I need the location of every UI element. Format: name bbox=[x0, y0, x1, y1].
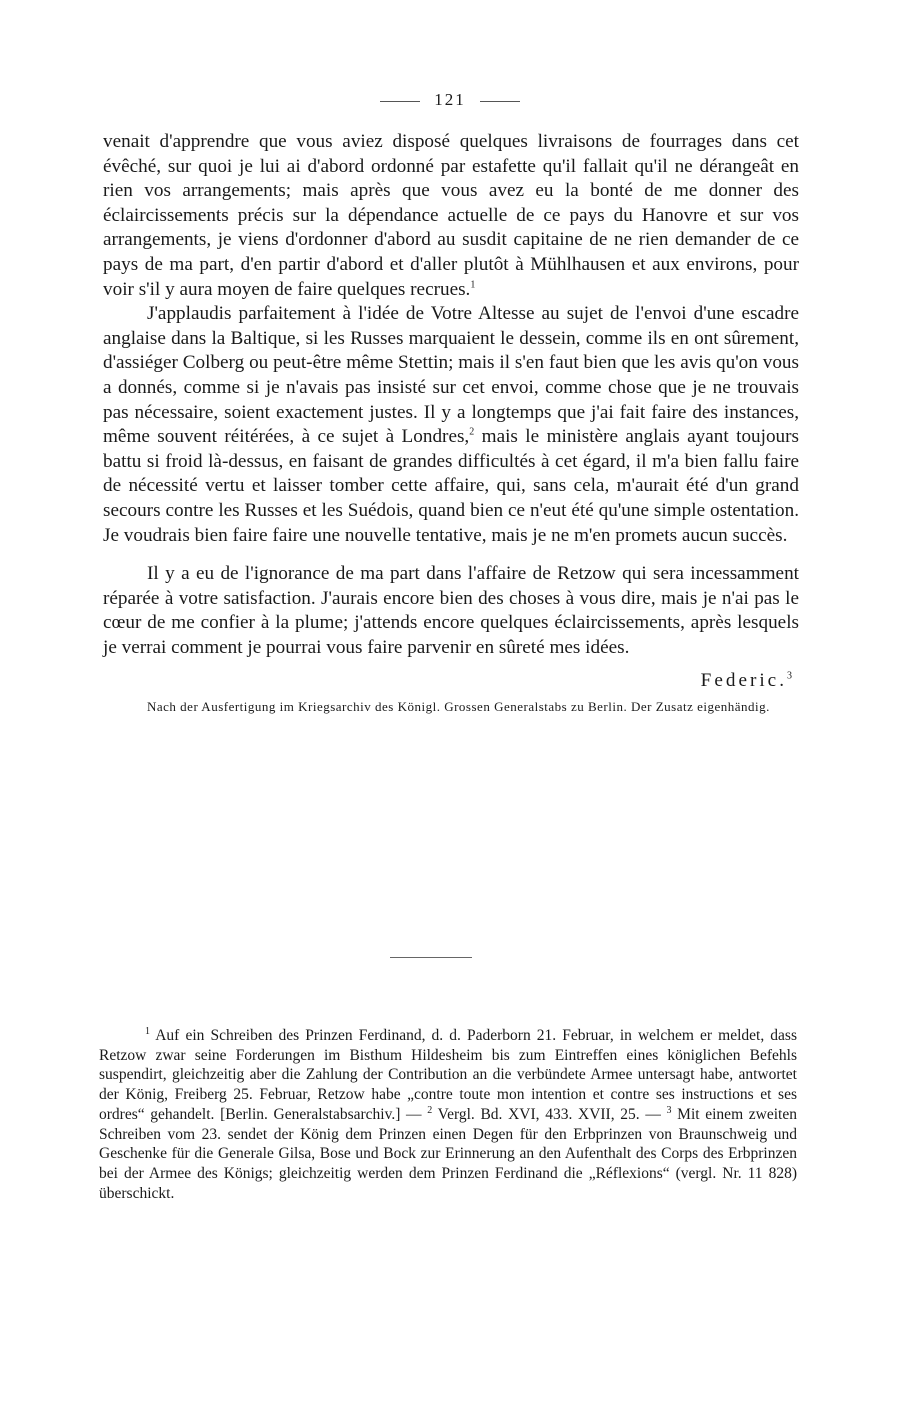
paragraph-2b-text: mais le ministère anglais ayant toujours battu si froid là-dessus, en faisant de grandes difficultés à cet égard, il m'a bien fallu faire de nécessité vertu et laisser tomber cette affaire, qui, sans cela, m'aurait été d'un grand secours contre les Russes et les Suédois, quand bien ce n'eut été qu'une simple ostentation. Je voudrais bien faire faire une nouvelle tentative, mais je ne m'en promets aucun succès. bbox=[103, 426, 800, 546]
footnote-2-text: Vergl. Bd. XVI, 433. XVII, 25. — bbox=[432, 1105, 667, 1123]
letter-body bbox=[103, 130, 799, 714]
paragraph-1-text: venait d'apprendre que vous aviez disposé quelques livraisons de fourrages dans cet évêché, sur quoi je lui ai d'abord ordonné par estafette qu'il fallait qu'il ne dérangeât en rien vos arrangements; mais après que vous avez eu la bonté de me donner des éclaircissements précis sur la dépendance actuelle de ce pays du Hanovre et sur vos arrangements, je viens d'ordonner d'abord au susdit capitaine de ne rien demander de ce pays de ma part, d'en partir d'abord et d'aller plutôt à Mühlhausen et aux environs, pour voir s'il y aura moyen de faire quelques recrues. bbox=[103, 131, 799, 300]
paragraph-2 bbox=[103, 302, 799, 548]
footnote-block bbox=[99, 1026, 797, 1203]
header-rule-left bbox=[380, 101, 420, 102]
footnote-marker-2: 2 bbox=[427, 1104, 433, 1116]
footnote-ref-2: 2 bbox=[469, 426, 475, 438]
footnote-marker-3: 3 bbox=[666, 1104, 672, 1116]
signature bbox=[103, 669, 795, 694]
page-header bbox=[0, 90, 900, 110]
page-number: 121 bbox=[434, 90, 466, 109]
footnote-1-text: Auf ein Schreiben des Prinzen Ferdinand, d. d. Paderborn 21. Februar, in welchem er meldet, dass Retzow zwar seine Forderungen im Bisthum Hildesheim bis zum Eintreffen eines königlichen Befehls suspendirt, gleichzeitig aber die Zahlung der Contribution an die verbündete Armee untersagt habe, antwortet der König, Freiberg 25. Februar, Retzow habe „contre toute mon intention et contre ses instructions et ses ordres“ gehandelt. [Berlin. Generalstabsarchiv.] — bbox=[99, 1027, 797, 1123]
paragraph-3-text: Il y a eu de l'ignorance de ma part dans l'affaire de Retzow qui sera incessamment réparée à votre satisfaction. J'aurais encore bien des choses à vous dire, mais je n'ai pas le cœur de me confier à la plume; j'attends encore quelques éclaircissements, après lesquels je verrai comment je pourrai vous faire parvenir en sûreté mes idées. bbox=[103, 563, 799, 658]
paragraph-3 bbox=[103, 562, 799, 660]
paragraph-1 bbox=[103, 130, 799, 302]
footnote-3-text: Mit einem zweiten Schreiben vom 23. sendet der König dem Prinzen einen Degen für den Erbprinzen von Braunschweig und Geschenke für die Generale Gilsa, Bose und Bock zur Erinnerung an den Aufenthalt des Corps des Erbprinzen bei der Armee des Königs; gleichzeitig werden dem Prinzen Ferdinand die „Réflexions“ (vergl. Nr. 11 828) überschickt. bbox=[99, 1105, 797, 1202]
footnotes bbox=[99, 1026, 797, 1203]
footnote-ref-1: 1 bbox=[470, 279, 476, 291]
header-rule-right bbox=[480, 101, 520, 102]
footnote-marker-1: 1 bbox=[145, 1025, 150, 1037]
paragraph-2a-text: J'applaudis parfaitement à l'idée de Votre Altesse au sujet de l'envoi d'une escadre anglaise dans la Baltique, si les Russes marquaient le dessein, comme ils en ont sûrement, d'assiéger Colberg ou peut-être même Stettin; mais il s'en faut bien que les avis qu'on vous a donnés, comme si je n'avais pas insisté sur cet envoi, comme chose que je ne trouvais pas nécessaire, soient exactement justes. Il y a longtemps que j'ai fait faire des instances, même souvent réitérées, à ce sujet à Londres, bbox=[103, 303, 799, 448]
source-note: Nach der Ausfertigung im Kriegsarchiv des Königl. Grossen Generalstabs zu Berlin. Der Zusatz eigenhändig. bbox=[147, 699, 770, 715]
footnote-ref-3: 3 bbox=[787, 671, 795, 683]
signature-text: Federic. bbox=[700, 670, 787, 692]
footnote-divider bbox=[390, 957, 472, 958]
